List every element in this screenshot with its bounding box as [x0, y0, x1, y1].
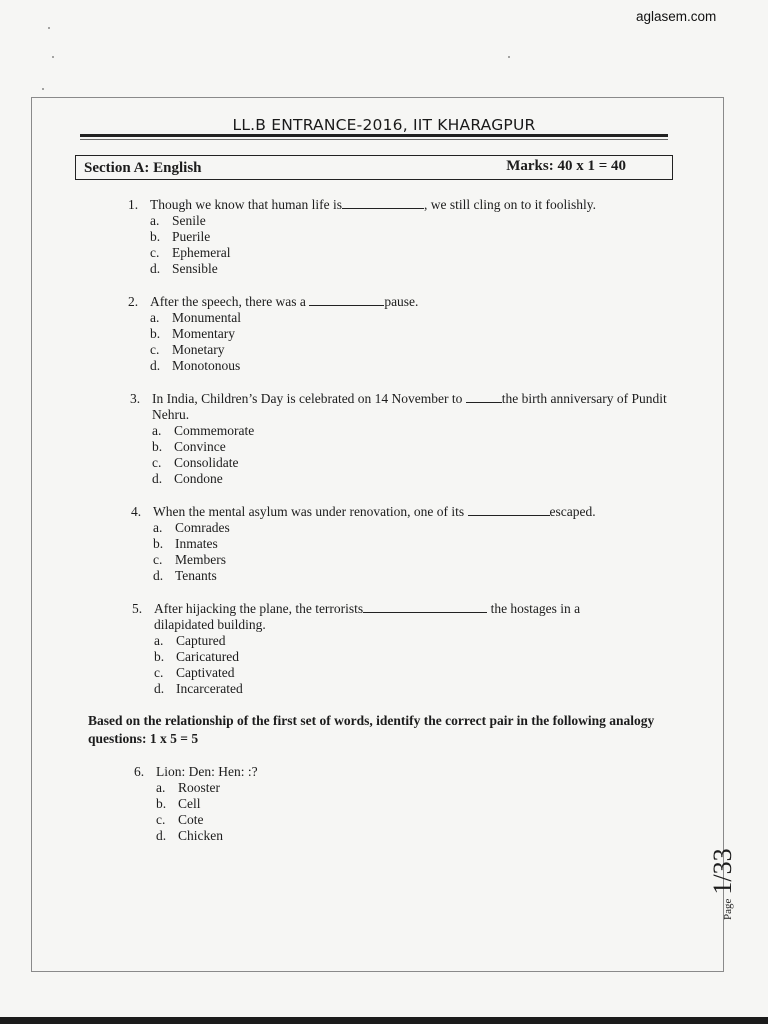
section-marks: Marks: 40 x 1 = 40 [506, 158, 626, 174]
question-1 [128, 197, 668, 277]
question-number: 6. [134, 764, 145, 779]
page-word: Page [722, 898, 734, 920]
scan-speck [42, 88, 44, 90]
option-b: b. Inmates [153, 536, 218, 551]
question-5 [132, 601, 632, 697]
title-underline-thin [80, 139, 668, 140]
option-a: a. Commemorate [152, 423, 255, 438]
option-b: b. Caricatured [154, 649, 239, 664]
section-header-box [75, 155, 673, 180]
option-list [156, 780, 534, 844]
page-value: 1/33 [708, 848, 737, 895]
option-a: a. Monumental [150, 310, 241, 325]
option-list [154, 633, 632, 697]
option-b: b. Cell [156, 796, 201, 811]
option-d: d. Chicken [156, 828, 223, 843]
analogy-instruction: Based on the relationship of the first set of words, identify the correct pair in the following analogy questions: 1 x 5 = 5 [88, 713, 655, 746]
question-text: Though we know that human life is , we still cling on to it foolishly. [150, 197, 596, 212]
option-list [153, 520, 676, 584]
option-d: d. Incarcerated [154, 681, 243, 696]
option-d: d. Monotonous [150, 358, 241, 373]
question-2 [128, 294, 668, 374]
option-b: b. Convince [152, 439, 226, 454]
option-list [152, 423, 675, 487]
option-d: d. Condone [152, 471, 223, 486]
answer-blank [468, 504, 550, 516]
option-b: b. Puerile [150, 229, 211, 244]
option-a: a. Comrades [153, 520, 230, 535]
question-6 [134, 764, 534, 844]
exam-title: LL.B ENTRANCE-2016, IIT KHARAGPUR [232, 116, 536, 134]
option-d: d. Sensible [150, 261, 218, 276]
option-list [150, 213, 668, 277]
option-c: c. Monetary [150, 342, 225, 357]
question-number: 1. [128, 197, 139, 212]
question-number: 3. [130, 391, 141, 406]
question-number: 4. [131, 504, 142, 519]
option-d: d. Tenants [153, 568, 217, 583]
option-a: a. Captured [154, 633, 226, 648]
question-number: 5. [132, 601, 143, 616]
option-c: c. Cote [156, 812, 204, 827]
title-underline [80, 134, 668, 137]
option-list [150, 310, 668, 374]
section-name: Section A: English [84, 160, 202, 176]
scan-speck [52, 56, 54, 58]
scan-speck [48, 27, 50, 29]
question-text: In India, Children’s Day is celebrated on 14 November to the birth anniversary of Pundit Nehru. [152, 391, 667, 422]
page-number [708, 848, 738, 920]
site-watermark: aglasem.com [636, 9, 717, 24]
question-3 [130, 391, 675, 487]
option-c: c. Members [153, 552, 226, 567]
answer-blank [466, 391, 502, 403]
option-a: a. Rooster [156, 780, 220, 795]
option-c: c. Captivated [154, 665, 235, 680]
question-4 [131, 504, 676, 584]
scan-speck [508, 56, 510, 58]
answer-blank [342, 197, 424, 209]
question-text: When the mental asylum was under renovation, one of its escaped. [153, 504, 596, 519]
option-c: c. Consolidate [152, 455, 239, 470]
question-text: Lion: Den: Hen: :? [156, 764, 258, 779]
option-a: a. Senile [150, 213, 206, 228]
option-c: c. Ephemeral [150, 245, 231, 260]
question-text: After hijacking the plane, the terrorists the hostages in a dilapidated building. [154, 601, 581, 632]
question-text: After the speech, there was a pause. [150, 294, 419, 309]
option-b: b. Momentary [150, 326, 235, 341]
answer-blank [309, 294, 384, 306]
question-number: 2. [128, 294, 139, 309]
scan-edge [0, 1017, 768, 1024]
answer-blank [363, 601, 487, 613]
